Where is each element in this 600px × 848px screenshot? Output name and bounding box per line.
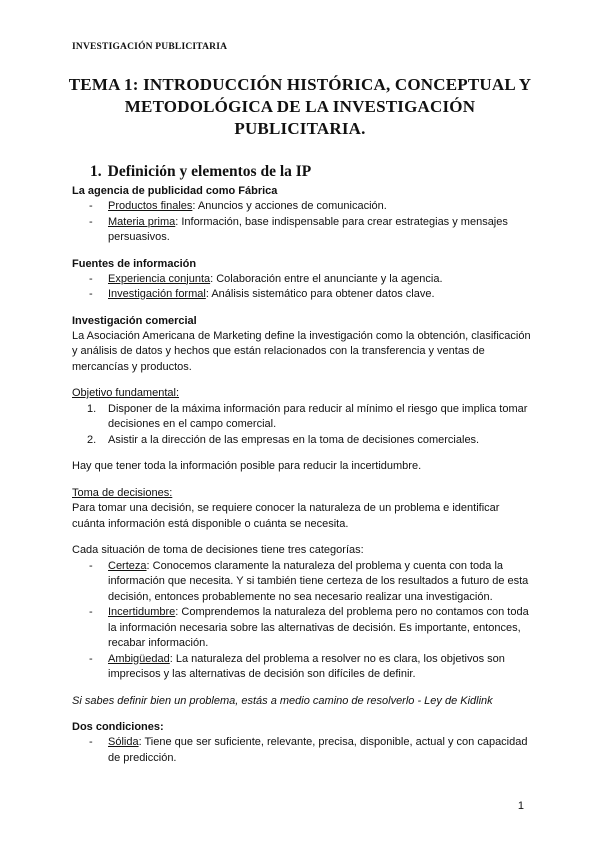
agencia-list bbox=[72, 199, 532, 246]
fuentes-list bbox=[72, 272, 532, 303]
list-item: - Sólida: Tiene que ser suficiente, relevante, precisa, disponible, actual y con capacidad de predicción. bbox=[89, 736, 528, 764]
list-item: - Investigación formal: Análisis sistemático para obtener datos clave. bbox=[89, 288, 435, 300]
toma-paragraph: Para tomar una decisión, se requiere conocer la naturaleza de un problema e identificar cuánta información está disponible o cuánta se necesita. bbox=[72, 502, 500, 530]
incertidumbre-note: Hay que tener toda la información posible para reducir la incertidumbre. bbox=[72, 460, 422, 472]
section-number: 1. bbox=[90, 163, 102, 180]
list-text: : Conocemos claramente la naturaleza del problema y cuenta con toda la información que necesita. Y si también tiene certeza de los resultados a futuro de esta decisión, entonces probablemente no sea necesario realizar una investigación. bbox=[108, 559, 529, 603]
kidlink-quote: Si sabes definir bien un problema, estás a medio camino de resolverlo - Ley de Kidlink bbox=[72, 694, 493, 707]
list-text: Disponer de la máxima información para reducir al mínimo el riesgo que implica tomar decisiones en el campo comercial. bbox=[108, 402, 528, 430]
list-term: Certeza bbox=[108, 559, 147, 572]
list-text: : Tiene que ser suficiente, relevante, precisa, disponible, actual y con capacidad de predicción. bbox=[108, 736, 528, 764]
list-item: - Experiencia conjunta: Colaboración entre el anunciante y la agencia. bbox=[89, 272, 443, 285]
condiciones-list bbox=[72, 735, 532, 766]
list-term: Materia prima bbox=[108, 215, 176, 228]
list-text: : La naturaleza del problema a resolver no es clara, los objetivos son imprecisos y las alternativas de decisión son difíciles de definir. bbox=[108, 652, 505, 680]
running-header: INVESTIGACIÓN PUBLICITARIA bbox=[72, 42, 228, 52]
list-item: 1. Disponer de la máxima información para reducir al mínimo el riesgo que implica tomar decisiones en el campo comercial. bbox=[87, 402, 528, 430]
list-item: - Productos finales: Anuncios y acciones de comunicación. bbox=[89, 200, 387, 212]
fuentes-heading: Fuentes de información bbox=[72, 257, 197, 270]
list-item: - Materia prima: Información, base indispensable para crear estrategias y mensajes persuasivos. bbox=[89, 215, 508, 243]
list-text: Asistir a la dirección de las empresas en la toma de decisiones comerciales. bbox=[108, 433, 480, 446]
condiciones-heading: Dos condiciones: bbox=[72, 721, 164, 733]
section-heading bbox=[90, 162, 532, 182]
list-item: - Certeza: Conocemos claramente la naturaleza del problema y cuenta con toda la información que necesita. Y si también tiene certeza de los resultados a futuro de esta decisión, entonces probablemente no sea necesario realizar una investigación. bbox=[89, 559, 529, 603]
list-item: - Ambigüedad: La naturaleza del problema a resolver no es clara, los objetivos son imprecisos y las alternativas de decisión son difíciles de definir. bbox=[89, 652, 505, 680]
list-text: : Comprendemos la naturaleza del problema pero no contamos con toda la información necesaria sobre las alternativas de decisión. Es importante, entonces, recabar información. bbox=[108, 606, 529, 649]
list-term: Investigación formal bbox=[108, 288, 206, 300]
agencia-heading: La agencia de publicidad como Fábrica bbox=[72, 185, 278, 197]
list-item: 2. Asistir a la dirección de las empresas en la toma de decisiones comerciales. bbox=[87, 433, 480, 446]
toma-label: Toma de decisiones: bbox=[72, 486, 173, 499]
objetivo-label: Objetivo fundamental: bbox=[72, 387, 180, 399]
categorias-intro: Cada situación de toma de decisiones tiene tres categorías: bbox=[72, 544, 364, 556]
page-content bbox=[72, 162, 532, 766]
list-term: Experiencia conjunta bbox=[108, 272, 211, 285]
list-text: : Colaboración entre el anunciante y la agencia. bbox=[210, 272, 443, 285]
objetivo-list bbox=[72, 402, 532, 449]
document-title: TEMA 1: INTRODUCCIÓN HISTÓRICA, CONCEPTUAL Y METODOLÓGICA DE LA INVESTIGACIÓN PUBLICITARIA. bbox=[68, 75, 532, 138]
comercial-heading: Investigación comercial bbox=[72, 314, 197, 327]
list-term: Productos finales bbox=[108, 200, 193, 212]
comercial-paragraph: La Asociación Americana de Marketing define la investigación como la obtención, clasificación y análisis de datos y hechos que están relacionados con la transferencia y ventas de mercancías y productos. bbox=[72, 329, 531, 373]
categorias-list bbox=[72, 559, 532, 683]
list-text: : Análisis sistemático para obtener datos clave. bbox=[205, 288, 435, 300]
list-text: : Información, base indispensable para crear estrategias y mensajes persuasivos. bbox=[108, 215, 508, 243]
list-term: Incertidumbre bbox=[108, 606, 176, 618]
section-title: Definición y elementos de la IP bbox=[107, 163, 312, 180]
page-number: 1 bbox=[517, 800, 524, 812]
list-term: Ambigüedad bbox=[108, 652, 170, 665]
list-text: : Anuncios y acciones de comunicación. bbox=[192, 200, 387, 212]
list-term: Sólida bbox=[108, 736, 139, 748]
list-item: - Incertidumbre: Comprendemos la naturaleza del problema pero no contamos con toda la información necesaria sobre las alternativas de decisión. Es importante, entonces, recabar información. bbox=[89, 606, 529, 649]
